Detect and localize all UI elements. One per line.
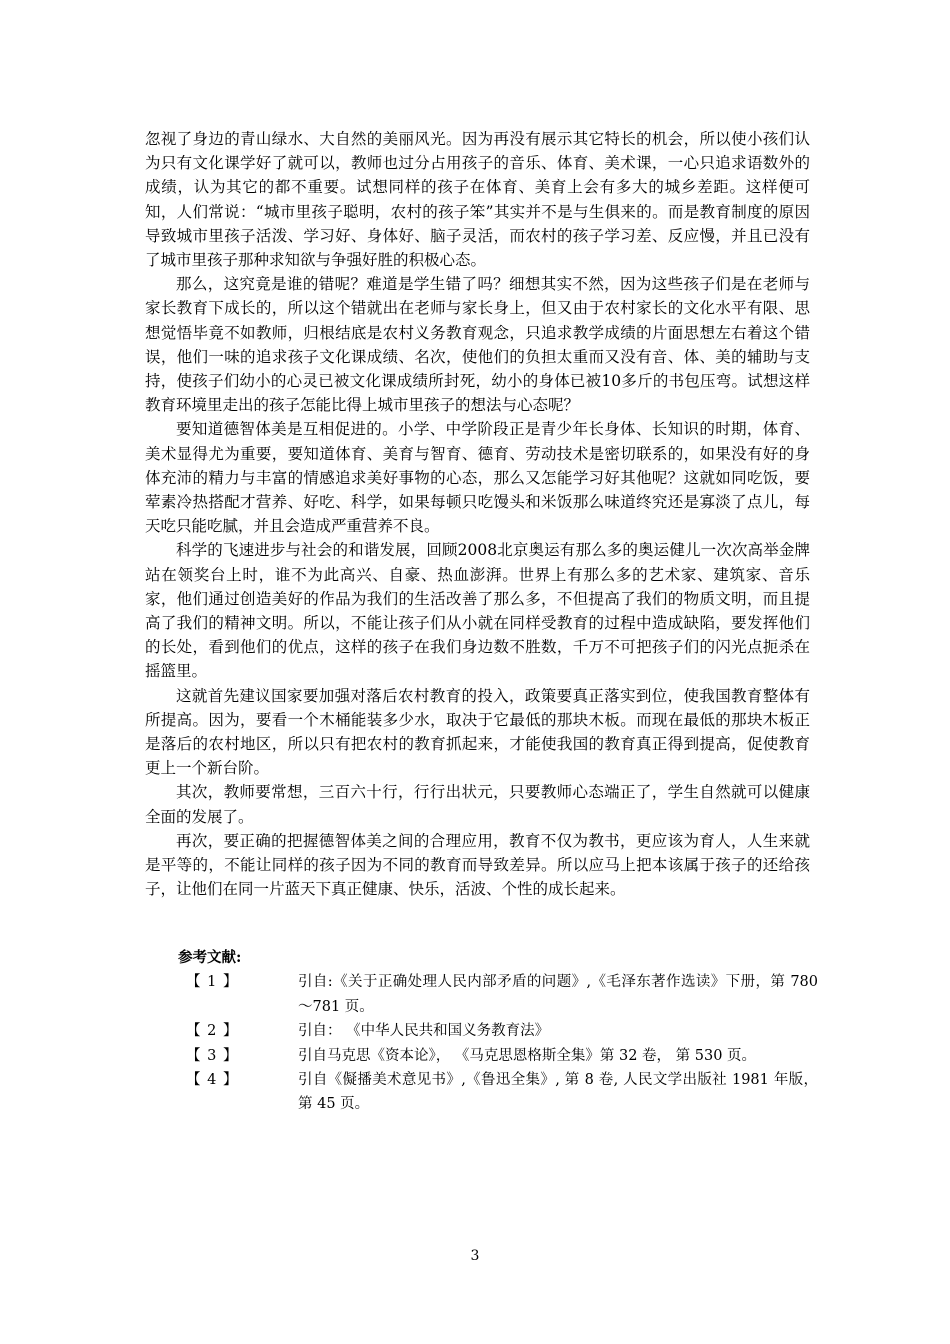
paragraph: 其次，教师要常想，三百六十行，行行出状元，只要教师心态端正了，学生自然就可以健康全面的发展了。 <box>145 783 810 826</box>
reference-item <box>178 1068 818 1117</box>
paragraph: 那么，这究竟是谁的错呢？难道是学生错了吗？细想其实不然，因为这些孩子们是在老师与家长教育下成长的，所以这个错就出在老师与家长身上，但又由于农村家长的文化水平有限、思想觉悟毕竟不如教师，归根结底是农村义务教育观念，只追求教学成绩的片面思想左右着这个错误，他们一味的追求孩子文化课成绩、名次，使他们的负担太重而又没有音、体、美的辅助与支持，使孩子们幼小的心灵已被文化课成绩所封死，幼小的身体已被10多斤的书包压弯。试想这样教育环境里走出的孩子怎能比得上城市里孩子的想法与心态呢？ <box>145 275 810 415</box>
reference-text: 引自《儗播美术意见书》,《鲁迅全集》, 第 8 卷, 人民文学出版社 1981 年版， 第 45 页。 <box>298 1072 818 1113</box>
reference-text: 引自： 《中华人民共和国义务教育法》 <box>298 1023 550 1040</box>
body-text <box>145 127 810 902</box>
reference-item <box>178 970 818 1019</box>
reference-number: 【 3 】 <box>186 1047 239 1064</box>
reference-text: 引自马克思《资本论》， 《马克思恩格斯全集》第 32 卷， 第 530 页。 <box>298 1047 757 1064</box>
paragraph: 忽视了身边的青山绿水、大自然的美丽风光。因为再没有展示其它特长的机会，所以使小孩们认为只有文化课学好了就可以，教师也过分占用孩子的音乐、体育、美术课，一心只追求语数外的成绩，认为其它的都不重要。试想同样的孩子在体育、美育上会有多大的城乡差距。这样便可知，人们常说：“城市里孩子聪明，农村的孩子笨”其实并不是与生俱来的。而是教育制度的原因导致城市里孩子活泼、学习好、身体好、脑子灵活，而农村的孩子学习差、反应慢，并且已没有了城市里孩子那种求知欲与争强好胜的积极心态。 <box>145 130 810 270</box>
paragraph: 科学的飞速进步与社会的和谐发展，回顾2008北京奥运有那么多的奥运健儿一次次高举金牌站在领奖台上时，谁不为此高兴、自豪、热血澎湃。世界上有那么多的艺术家、建筑家、音乐家，他们通过创造美好的作品为我们的生活改善了那么多，不但提高了我们的物质文明，而且提高了我们的精神文明。所以，不能让孩子们从小就在同样受教育的过程中造成缺陷，要发挥他们的长处，看到他们的优点，这样的孩子在我们身边数不胜数，千万不可把孩子们的闪光点扼杀在摇篮里。 <box>145 541 810 681</box>
reference-item <box>178 1019 818 1043</box>
paragraph: 这就首先建议国家要加强对落后农村教育的投入，政策要真正落实到位，使我国教育整体有所提高。因为，要看一个木桶能装多少水，取决于它最低的那块木板。而现在最低的那块木板正是落后的农村地区，所以只有把农村的教育抓起来，才能使我国的教育真正得到提高，促使教育更上一个新台阶。 <box>145 686 810 778</box>
references-section <box>178 946 818 1117</box>
reference-text: 引自:《关于正确处理人民内部矛盾的问题》,《毛泽东著作选读》下册，第 780～781 页。 <box>298 974 818 1015</box>
reference-number: 【 4 】 <box>186 1072 239 1089</box>
reference-number: 【 2 】 <box>186 1023 239 1040</box>
paragraph: 再次，要正确的把握德智体美之间的合理应用，教育不仅为教书，更应该为育人，人生来就是平等的，不能让同样的孩子因为不同的教育而导致差异。所以应马上把本该属于孩子的还给孩子，让他们在同一片蓝天下真正健康、快乐，活波、个性的成长起来。 <box>145 831 810 899</box>
references-title: 参考文献: <box>178 949 242 966</box>
reference-number: 【 1 】 <box>186 974 239 991</box>
page-number: 3 <box>470 1248 480 1264</box>
reference-item <box>178 1044 818 1068</box>
paragraph: 要知道德智体美是互相促进的。小学、中学阶段正是青少年长身体、长知识的时期，体育、美术显得尤为重要，要知道体育、美育与智育、德育、劳动技术是密切联系的，如果没有好的身体充沛的精力与丰富的情感追求美好事物的心态，那么又怎能学习好其他呢？这就如同吃饭，要荤素冷热搭配才营养、好吃、科学，如果每顿只吃馒头和米饭那么味道终究还是寡淡了点儿，每天吃只能吃腻，并且会造成严重营养不良。 <box>145 420 810 536</box>
